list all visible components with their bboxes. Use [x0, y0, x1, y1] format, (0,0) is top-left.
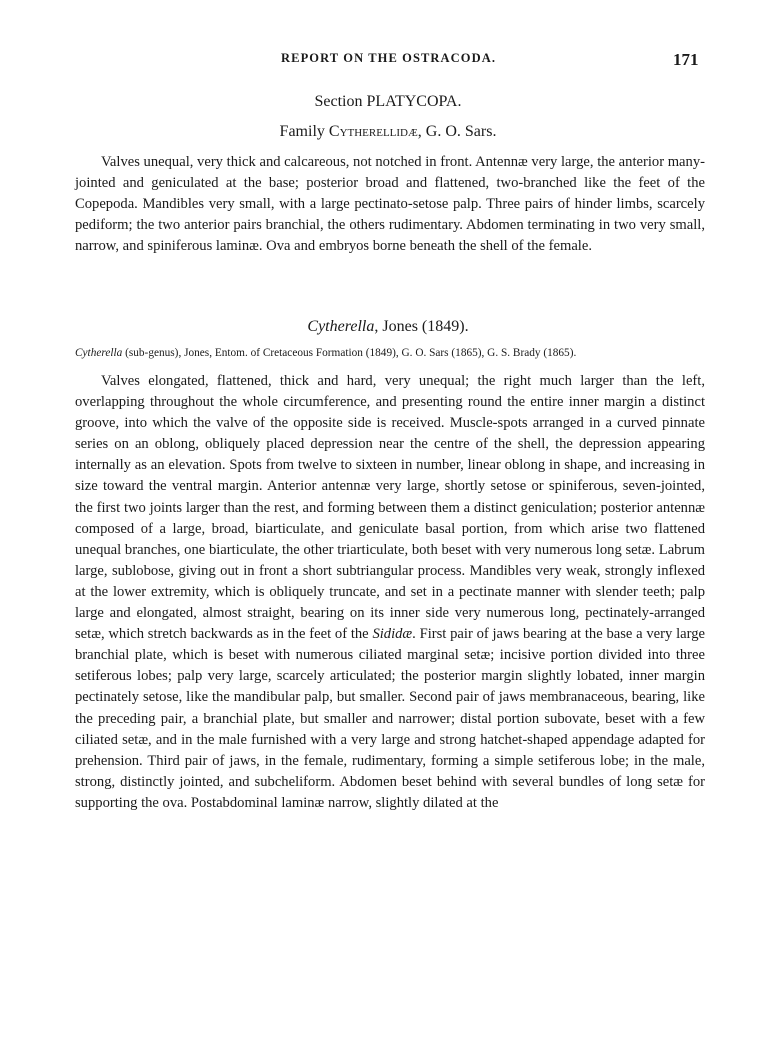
section-heading: Section PLATYCOPA. [314, 93, 462, 110]
genus-authority: , Jones (1849). [374, 318, 469, 335]
family-description [75, 152, 705, 257]
sididae-name: Sididæ [372, 626, 413, 643]
family-name: Cytherellidæ [328, 123, 418, 140]
synonymy-line [75, 347, 705, 359]
page-number: 171 [673, 50, 699, 69]
running-title: REPORT ON THE OSTRACODA. [281, 51, 497, 65]
genus-description [75, 371, 705, 814]
running-head [0, 50, 776, 74]
family-heading [0, 123, 776, 141]
family-prefix: Family [279, 123, 329, 140]
genus-heading [0, 318, 776, 336]
synonymy-genus: Cytherella [75, 347, 123, 359]
family-authority: , G. O. Sars. [417, 123, 497, 140]
family-description-text: Valves unequal, very thick and calcareous, not notched in front. Antennæ very large, the anterior many-jointed and geniculated at the base; posterior broad and flattened, two-branched like the feet of the Copepoda. Mandibles very small, with a large pectinato-setose palp. Three pairs of hinder limbs, scarcely pediform; the two anterior pairs branchial, the others rudimentary. Abdomen terminating in two very small, narrow, and spiniferous laminæ. Ova and embryos borne beneath the shell of the female. [75, 154, 705, 255]
genus-description-part1: Valves elongated, flattened, thick and hard, very unequal; the right much larger than the left, overlapping throughout the whole circumference, and presenting round the entire inner margin a distinct groove, into which the valve of the opposite side is received. Muscle-spots arranged in a curved pinnate series on an oblong, obliquely placed depression near the centre of the shell, the depression appearing internally as an elevation. Spots from twelve to sixteen in number, linear oblong in shape, and increasing in size toward the ventral margin. Anterior antennæ very large, shortly setose or spiniferous, seven-jointed, the first two joints larger than the rest, and forming between them a distinct geniculation; posterior antennæ composed of a large, broad, biarticulate, and geniculate basal portion, from which arise two flattened unequal branches, one biarticulate, the other triarticulate, both beset with very numerous long setæ. Labrum large, sublobose, giving out in front a short subtriangular process. Mandibles very weak, strongly inflexed at the lower extremity, which is obliquely truncate, and set in a pectinate manner with slender teeth; palp large and elongated, almost straight, bearing on its inner side very numerous long, pectinately-arranged setæ, which stretch backwards as in the feet of the [75, 373, 705, 643]
genus-name: Cytherella [307, 318, 375, 335]
synonymy-text: (sub-genus), Jones, Entom. of Cretaceous Formation (1849), G. O. Sars (1865), G. S. Brady (1865). [122, 347, 577, 359]
genus-description-part2: . First pair of jaws bearing at the base a very large branchial plate, which is beset with numerous ciliated marginal setæ; incisive portion divided into three setiferous lobes; palp very large, scarcely articulated; the posterior margin slightly lobated, inner margin pectinately setose, like the mandibular palp, but smaller. Second pair of jaws membranaceous, bearing, like the preceding pair, a branchial plate, but smaller and narrower; distal portion subovate, beset with a few ciliated setæ, and in the male furnished with a very large and strong hatchet-shaped appendage adapted for prehension. Third pair of jaws, in the female, rudimentary, forming a simple setiferous lobe; in the male, strong, distinctly jointed, and subcheliform. Abdomen beset behind with several bundles of long setæ for supporting the ova. Postabdominal laminæ narrow, slightly dilated at the [75, 626, 705, 811]
